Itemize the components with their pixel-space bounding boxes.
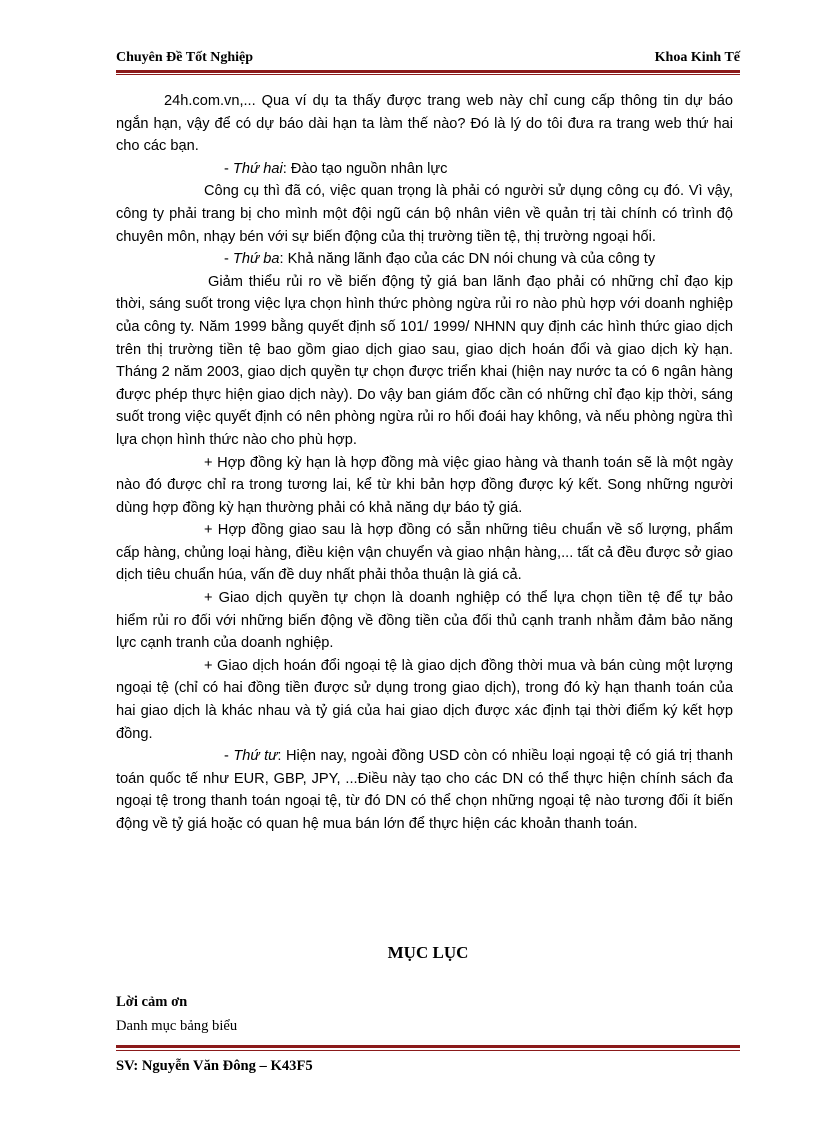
paragraph-4-prefix: - <box>224 251 233 268</box>
paragraph-4-label: Thứ ba <box>232 251 280 268</box>
paragraph-2-label: Thứ hai <box>232 160 283 177</box>
footer-rule-thick <box>116 1045 740 1048</box>
paragraph-10-text: : Hiện nay, ngoài đồng USD còn có nhiều loại ngoại tệ có giá trị thanh toán quốc tế như EUR, GBP, JPY, ...Điều này tạo cho các DN có thể thực hiện chính sách đa ngoại tệ trong thanh toán ngoại tệ, từ đó DN có thể chọn những ngoại tệ nào tương đối ít biến động về tỷ giá hoặc có quan hệ mua bán lớn để thực hiện các khoản thanh toán. <box>116 748 734 832</box>
toc-title: MỤC LỤC <box>387 943 469 962</box>
paragraph-1: 24h.com.vn,... Qua ví dụ ta thấy được trang web này chỉ cung cấp thông tin dự báo ngắn hạn, vậy để có dự báo dài hạn ta làm thế nào? Đó là lý do tôi đưa ra trang web thứ hai cho các bạn. <box>116 93 733 155</box>
paragraph-2-text: : Đào tạo nguồn nhân lực <box>282 160 448 177</box>
page-header <box>116 50 740 70</box>
paragraph-5: Giảm thiểu rủi ro về biến động tỷ giá ban lãnh đạo phải có những chỉ đạo kịp thời, sáng suốt trong việc lựa chọn hình thức phòng ngừa rủi ro nào phù hợp với doanh nghiệp của công ty. Năm 1999 bằng quyết định số 101/ 1999/ NHNN quy định các hình thức giao dịch trên thị trường tiền tệ bao gồm giao dịch giao sau, giao dịch hoán đổi và giao dịch kỳ hạn. Tháng 2 năm 2003, giao dịch quyền tự chọn được triển khai (hiện nay nước ta có 6 ngân hàng được phép thực hiện giao dịch này). Do vậy ban giám đốc cần có những chỉ đạo kịp thời, sáng suốt trong việc quyết định có nên phòng ngừa rủi ro hối đoái hay không, và nếu phòng ngừa thì lựa chọn hình thức nào cho phù hợp. <box>116 273 733 448</box>
toc-item-acknowledgement: Lời cảm ơn <box>116 994 188 1010</box>
paragraph-9: + Giao dịch hoán đổi ngoại tệ là giao dịch đồng thời mua và bán cùng một lượng ngoại tệ (chỉ có hai đồng tiền được sử dụng trong giao dịch), trong đó kỳ hạn thanh toán của hai giao dịch là khác nhau và tỷ giá của hai giao dịch được xác định tại thời điểm ký kết hợp đồng. <box>116 657 733 742</box>
paragraph-4 <box>116 248 733 271</box>
paragraph-10-label: Thứ tư <box>233 748 278 765</box>
page-footer: SV: Nguyễn Văn Đông – K43F5 <box>116 1058 313 1074</box>
toc-item-table-list: Danh mục bảng biểu <box>116 1018 238 1034</box>
header-rule-thick <box>116 70 740 73</box>
paragraph-10-prefix: - <box>224 748 234 765</box>
paragraph-2 <box>116 158 733 181</box>
document-body <box>116 90 733 836</box>
header-rule-thin <box>116 74 740 75</box>
paragraph-4-text: : Khả năng lãnh đạo của các DN nói chung và của công ty <box>279 251 656 268</box>
header-title: Chuyên Đề Tốt Nghiệp <box>116 50 254 65</box>
paragraph-7: + Hợp đồng giao sau là hợp đồng có sẵn những tiêu chuẩn về số lượng, phẩm cấp hàng, chủng loại hàng, điều kiện vận chuyển và giao nhận hàng,... tất cả đều được sở giao dịch tiêu chuẩn húa, vấn đề duy nhất phải thỏa thuận là giá cả. <box>116 522 733 584</box>
paragraph-6: + Hợp đồng kỳ hạn là hợp đồng mà việc giao hàng và thanh toán sẽ là một ngày nào đó được chỉ ra trong tương lai, kể từ khi bản hợp đồng được ký kết. Song những người dùng hợp đồng kỳ hạn thường phải có khả năng dự báo tỷ giá. <box>116 454 733 516</box>
header-faculty: Khoa Kinh Tế <box>654 50 740 65</box>
paragraph-3: Công cụ thì đã có, việc quan trọng là phải có người sử dụng công cụ đó. Vì vậy, công ty phải trang bị cho mình một đội ngũ cán bộ nhân viên về quản trị tài chính có trình độ chuyên môn, nhạy bén với sự biến động của thị trường tiền tệ, thị trường ngoại hối. <box>116 183 733 245</box>
paragraph-10 <box>116 745 733 835</box>
footer-rule-thin <box>116 1050 740 1051</box>
paragraph-2-prefix: - <box>224 160 233 177</box>
paragraph-8: + Giao dịch quyền tự chọn là doanh nghiệp có thể lựa chọn tiền tệ để tự bảo hiểm rủi ro đối với những biến động về đồng tiền của đối thủ cạnh tranh nhằm đảm bảo năng lực cạnh tranh của doanh nghiệp. <box>116 590 733 652</box>
